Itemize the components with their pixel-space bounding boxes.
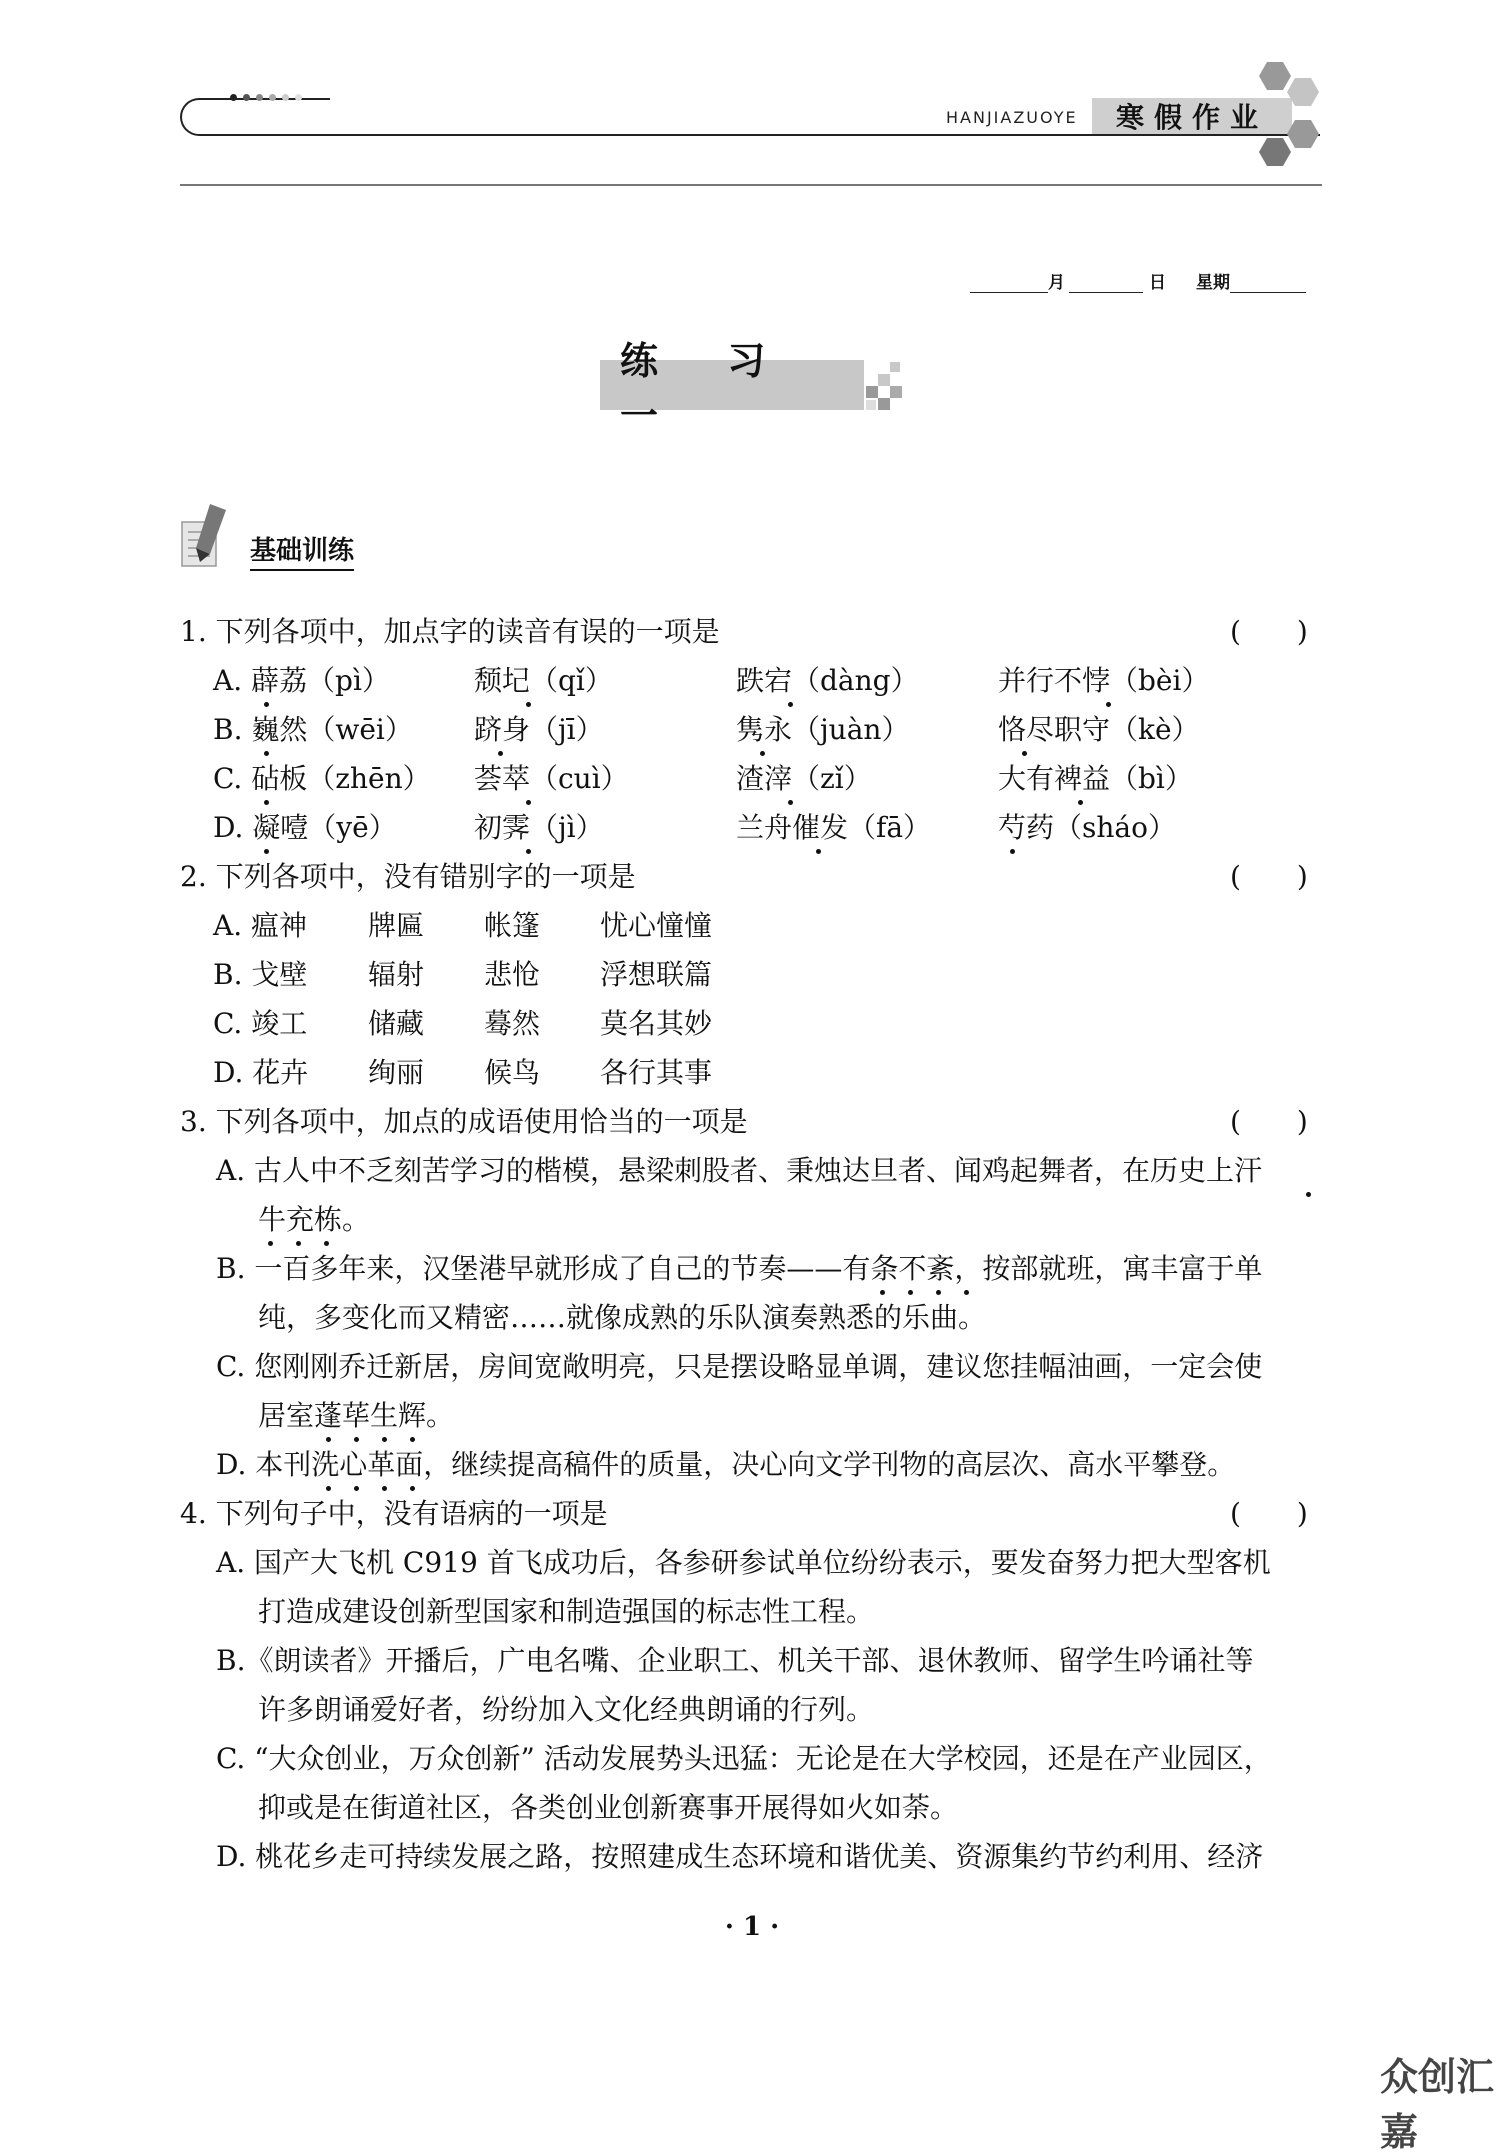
hexagon-cluster-icon [1245,58,1335,178]
q2-option-c-1: C. 竣工 [213,1007,308,1040]
q1-option-d-2: 初霁（jì） [474,811,604,844]
q1-option-c-1: C. 砧板（zhēn） [213,762,431,795]
page-number: · 1 · [724,1912,780,1942]
q1-option-b-3: 隽永（juàn） [736,713,910,746]
q2-option-d-4: 各行其事 [600,1056,713,1089]
header-rule [180,184,1322,186]
q2-option-b-4: 浮想联篇 [600,958,713,991]
watermark-logo: 众创汇嘉 [1380,2055,1495,2154]
q4-stem: 4. 下列句子中，没有语病的一项是 [180,1497,608,1530]
pencil-notebook-icon [180,500,238,570]
q3-option-c-line1: C. 您刚刚乔迁新居，房间宽敞明亮，只是摆设略显单调，建议您挂幅油画，一定会使 [216,1350,1263,1383]
header-dot [256,94,263,101]
month-blank[interactable] [970,270,1048,293]
q3-option-c-line2: 居室蓬荜生辉。 [258,1399,455,1432]
q1-stem: 1. 下列各项中，加点字的读音有误的一项是 [180,615,720,648]
page-title: 练 习 一 [600,360,864,410]
q4-option-a-line1: A. 国产大飞机 C919 首飞成功后，各参研参试单位纷纷表示，要发奋努力把大型客机 [216,1546,1271,1579]
q2-option-c-3: 蓦然 [484,1007,541,1040]
q4-option-b-line2: 许多朗诵爱好者，纷纷加入文化经典朗诵的行列。 [258,1693,875,1726]
q3-answer-paren[interactable]: ( ) [1230,1105,1308,1138]
q1-option-a-3: 跌宕（dàng） [736,664,919,697]
q4-option-b-line1: B.《朗读者》开播后，广电名嘴、企业职工、机关干部、退休教师、留学生吟诵社等 [216,1644,1254,1677]
q2-option-c-4: 莫名其妙 [600,1007,713,1040]
q1-option-a-2: 颓圮（qǐ） [474,664,613,697]
header-series-cn: 寒假作业 [1092,98,1292,134]
q1-option-b-1: B. 巍然（wēi） [213,713,413,746]
month-label: 月 [1048,273,1065,293]
q1-option-c-4: 大有裨益（bì） [998,762,1193,795]
q4-option-c-line1: C. “大众创业，万众创新” 活动发展势头迅猛：无论是在大学校园，还是在产业园区， [216,1742,1272,1775]
q2-option-d-3: 候鸟 [484,1056,541,1089]
header-dot [269,94,276,101]
q2-stem: 2. 下列各项中，没有错别字的一项是 [180,860,636,893]
q1-answer-paren[interactable]: ( ) [1230,615,1308,648]
q2-option-a-4: 忧心憧憧 [600,909,713,942]
q3-option-a-line1: A. 古人中不乏刻苦学习的楷模，悬梁刺股者、秉烛达旦者、闻鸡起舞者，在历史上汗 [216,1154,1263,1187]
q2-option-d-2: 绚丽 [368,1056,425,1089]
q1-option-a-1: A. 薜荔（pì） [213,664,390,697]
q1-option-a-4: 并行不悖（bèi） [998,664,1210,697]
date-row [970,268,1306,293]
q1-option-c-3: 渣滓（zǐ） [736,762,872,795]
q2-option-b-3: 悲怆 [484,958,541,991]
q2-option-a-2: 牌匾 [368,909,425,942]
q3-stem: 3. 下列各项中，加点的成语使用恰当的一项是 [180,1105,748,1138]
weekday-label: 星期 [1196,273,1230,293]
q2-option-c-2: 储藏 [368,1007,425,1040]
q2-option-d-1: D. 花卉 [213,1056,309,1089]
section-title: 基础训练 [250,530,354,571]
q1-option-b-4: 恪尽职守（kè） [998,713,1200,746]
q2-option-a-3: 帐篷 [484,909,541,942]
q3-option-a-line2: 牛充栋。 [258,1203,371,1236]
q1-option-b-2: 跻身（jī） [474,713,604,746]
q1-option-d-1: D. 凝噎（yē） [213,811,397,844]
header-dots [230,94,302,101]
q3-option-b-line2: 纯，多变化而又精密……就像成熟的乐队演奏熟悉的乐曲。 [258,1301,987,1334]
q1-option-d-4: 芍药（sháo） [998,811,1176,844]
q2-option-b-2: 辐射 [368,958,425,991]
q3-option-d-line1: D. 本刊洗心革面，继续提高稿件的质量，决心向文学刊物的高层次、高水平攀登。 [216,1448,1236,1481]
q2-option-b-1: B. 戈壁 [213,958,308,991]
q4-answer-paren[interactable]: ( ) [1230,1497,1308,1530]
q4-option-d-line1: D. 桃花乡走可持续发展之路，按照建成生态环境和谐优美、资源集约节约利用、经济 [216,1840,1264,1873]
day-label: 日 [1149,273,1166,293]
q2-answer-paren[interactable]: ( ) [1230,860,1308,893]
weekday-blank[interactable] [1230,270,1306,293]
q3-option-b-line1: B. 一百多年来，汉堡港早就形成了自己的节奏——有条不紊，按部就班，寓丰富于单 [216,1252,1263,1285]
header-dot [295,94,302,101]
q1-option-d-3: 兰舟催发（fā） [736,811,932,844]
q4-option-c-line2: 抑或是在街道社区，各类创业创新赛事开展得如火如荼。 [258,1791,959,1824]
day-blank[interactable] [1069,270,1143,293]
header-series-en: HANJIAZUOYE [946,108,1078,127]
header-dot [282,94,289,101]
q2-option-a-1: A. 瘟神 [213,909,308,942]
q4-option-a-line2: 打造成建设创新型国家和制造强国的标志性工程。 [258,1595,875,1628]
header-dot [243,94,250,101]
q1-option-c-2: 荟萃（cuì） [474,762,629,795]
header-dot [230,94,237,101]
